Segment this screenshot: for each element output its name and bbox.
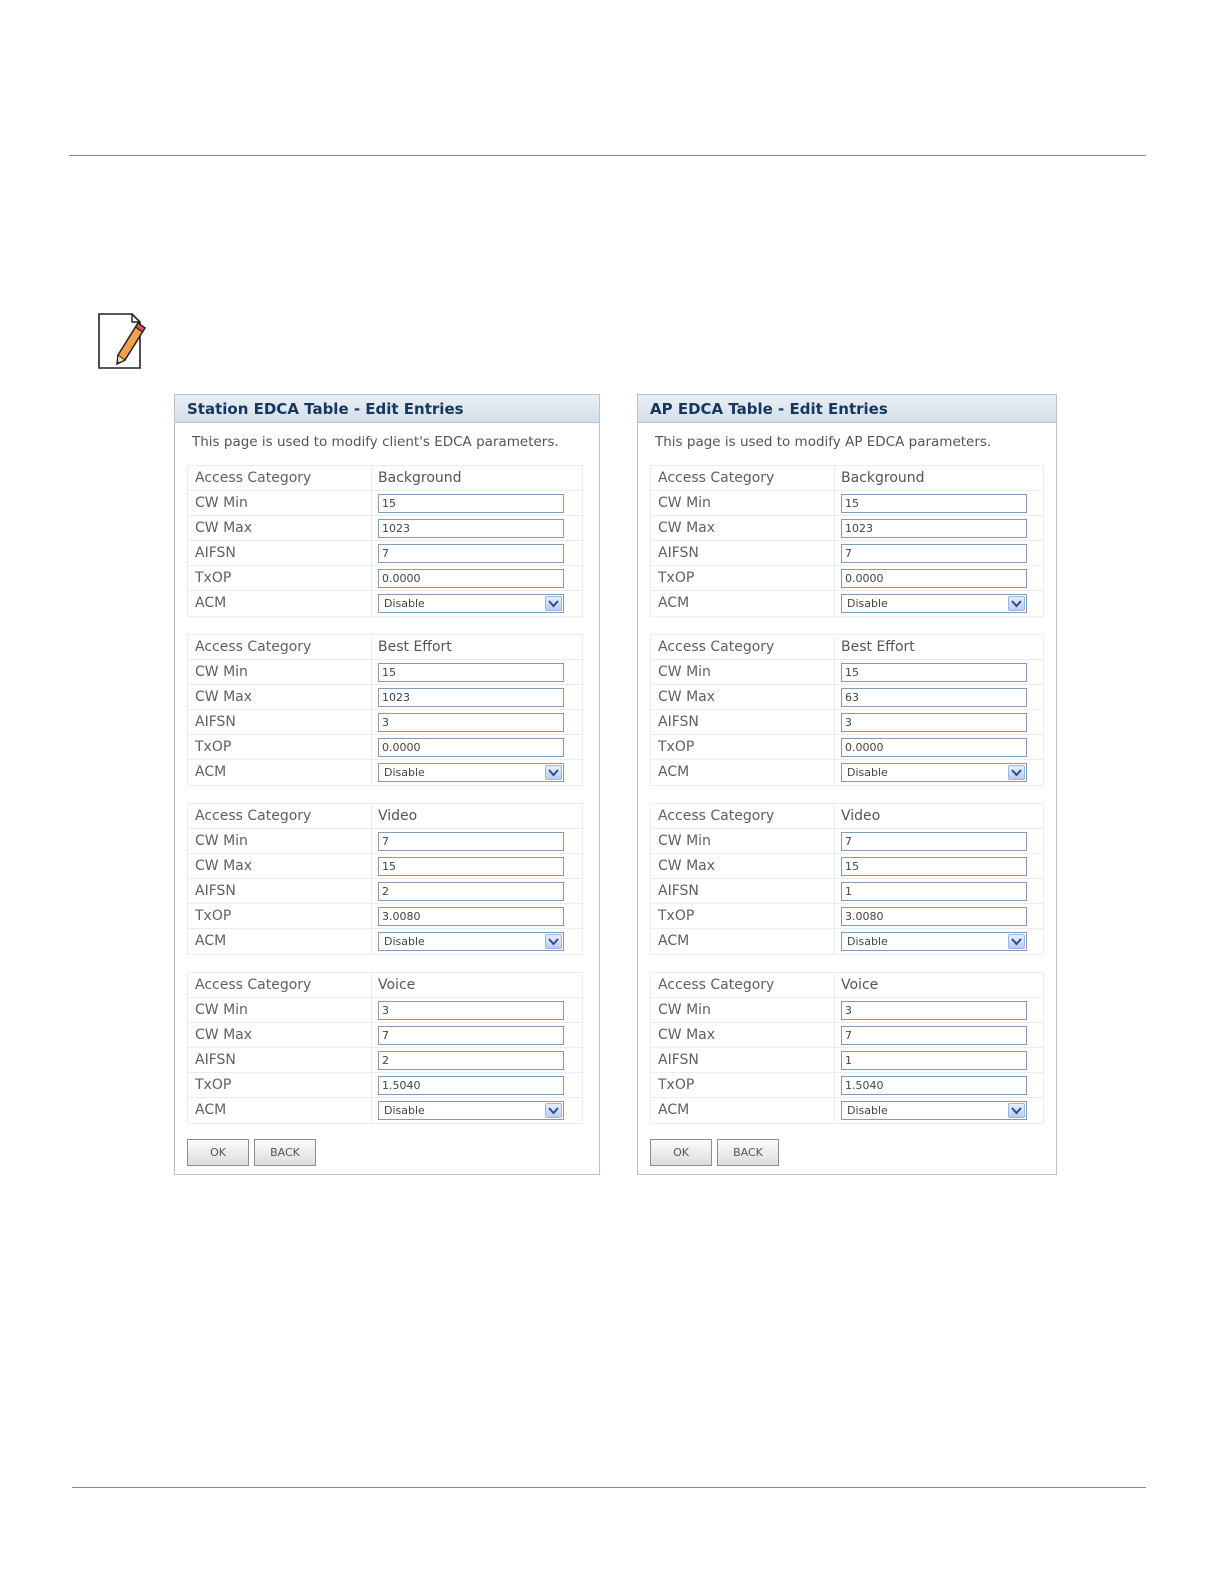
aifsn-label: AIFSN [188, 541, 372, 565]
access-category-label: Access Category [651, 804, 835, 828]
acm-selected-value: Disable [847, 766, 888, 779]
cw-min-label: CW Min [188, 491, 372, 515]
access-category-row [651, 635, 1043, 660]
aifsn-input[interactable]: 7 [841, 544, 1027, 563]
aifsn-label: AIFSN [651, 1048, 835, 1072]
access-category-label: Access Category [188, 635, 372, 659]
access-category-label: Access Category [188, 973, 372, 997]
acm-label: ACM [188, 760, 372, 785]
acm-row [651, 929, 1043, 954]
cw-max-row [651, 516, 1043, 541]
aifsn-row [188, 879, 582, 904]
acm-selected-value: Disable [384, 597, 425, 610]
cw-max-label: CW Max [651, 685, 835, 709]
aifsn-label: AIFSN [651, 879, 835, 903]
access-category-value: Background [378, 470, 462, 486]
access-category-row [188, 466, 582, 491]
ok-button[interactable]: OK [187, 1139, 249, 1166]
cw-max-row [651, 685, 1043, 710]
chevron-down-icon[interactable] [1008, 596, 1025, 611]
cw-max-input[interactable]: 15 [378, 857, 564, 876]
cw-min-label: CW Min [188, 829, 372, 853]
acm-selected-value: Disable [847, 935, 888, 948]
cw-min-input[interactable]: 15 [841, 494, 1027, 513]
aifsn-input[interactable]: 3 [841, 713, 1027, 732]
button-bar [650, 1139, 1056, 1166]
cw-min-input[interactable]: 15 [378, 663, 564, 682]
txop-input[interactable]: 1.5040 [841, 1076, 1027, 1095]
cw-min-label: CW Min [651, 998, 835, 1022]
back-button[interactable]: BACK [717, 1139, 779, 1166]
cw-max-input[interactable]: 15 [841, 857, 1027, 876]
cw-max-label: CW Max [651, 516, 835, 540]
access-category-value: Best Effort [378, 639, 452, 655]
cw-max-input[interactable]: 1023 [378, 519, 564, 538]
cw-min-input[interactable]: 15 [378, 494, 564, 513]
cw-min-input[interactable]: 7 [841, 832, 1027, 851]
aifsn-label: AIFSN [188, 879, 372, 903]
aifsn-input[interactable]: 1 [841, 882, 1027, 901]
access-category-value: Best Effort [841, 639, 915, 655]
txop-label: TxOP [651, 1073, 835, 1097]
note-pencil-icon [96, 311, 152, 371]
acm-selected-value: Disable [384, 935, 425, 948]
aifsn-row [651, 541, 1043, 566]
edca-section-voice [187, 972, 583, 1124]
panel-title: AP EDCA Table - Edit Entries [638, 395, 1056, 423]
txop-label: TxOP [188, 904, 372, 928]
chevron-down-icon[interactable] [1008, 1103, 1025, 1118]
aifsn-row [651, 710, 1043, 735]
aifsn-label: AIFSN [651, 710, 835, 734]
cw-min-row [651, 829, 1043, 854]
acm-row [188, 591, 582, 616]
access-category-value: Voice [378, 977, 416, 993]
txop-row [188, 904, 582, 929]
cw-min-input[interactable]: 3 [841, 1001, 1027, 1020]
txop-row [651, 1073, 1043, 1098]
txop-label: TxOP [188, 735, 372, 759]
access-category-row [188, 635, 582, 660]
aifsn-row [188, 1048, 582, 1073]
txop-input[interactable]: 0.0000 [378, 569, 564, 588]
acm-selected-value: Disable [384, 1104, 425, 1117]
chevron-down-icon[interactable] [1008, 765, 1025, 780]
bottom-divider [72, 1487, 1146, 1488]
txop-label: TxOP [188, 566, 372, 590]
access-category-label: Access Category [188, 466, 372, 490]
aifsn-input[interactable]: 2 [378, 882, 564, 901]
acm-row [651, 591, 1043, 616]
cw-max-input[interactable]: 7 [841, 1026, 1027, 1045]
access-category-label: Access Category [651, 635, 835, 659]
edca-section-voice [650, 972, 1044, 1124]
txop-input[interactable]: 0.0000 [841, 738, 1027, 757]
acm-select[interactable] [841, 763, 1027, 782]
acm-selected-value: Disable [847, 1104, 888, 1117]
acm-selected-value: Disable [847, 597, 888, 610]
cw-max-input[interactable]: 63 [841, 688, 1027, 707]
acm-label: ACM [651, 760, 835, 785]
acm-select[interactable] [378, 932, 564, 951]
acm-row [651, 1098, 1043, 1123]
edca-section-video [650, 803, 1044, 955]
acm-label: ACM [188, 1098, 372, 1123]
acm-select[interactable] [841, 1101, 1027, 1120]
edca-section-best-effort [650, 634, 1044, 786]
txop-row [188, 566, 582, 591]
acm-select[interactable] [841, 594, 1027, 613]
access-category-row [651, 466, 1043, 491]
access-category-label: Access Category [188, 804, 372, 828]
cw-min-label: CW Min [651, 829, 835, 853]
ok-button[interactable]: OK [650, 1139, 712, 1166]
cw-min-row [188, 829, 582, 854]
cw-max-input[interactable]: 1023 [841, 519, 1027, 538]
panel-description: This page is used to modify AP EDCA parameters. [655, 434, 992, 450]
cw-max-row [651, 1023, 1043, 1048]
access-category-value: Video [841, 808, 881, 824]
acm-row [188, 1098, 582, 1123]
edca-section-video [187, 803, 583, 955]
chevron-down-icon[interactable] [545, 765, 562, 780]
txop-input[interactable]: 3.0080 [841, 907, 1027, 926]
acm-select[interactable] [378, 763, 564, 782]
cw-max-label: CW Max [651, 1023, 835, 1047]
ap-edca-panel [637, 394, 1057, 1175]
aifsn-label: AIFSN [188, 710, 372, 734]
cw-max-row [651, 854, 1043, 879]
aifsn-input[interactable]: 3 [378, 713, 564, 732]
edca-section-background [187, 465, 583, 617]
cw-max-label: CW Max [188, 1023, 372, 1047]
cw-min-row [188, 491, 582, 516]
cw-max-label: CW Max [651, 854, 835, 878]
txop-row [188, 735, 582, 760]
acm-select[interactable] [378, 1101, 564, 1120]
access-category-value: Voice [841, 977, 879, 993]
cw-max-row [188, 854, 582, 879]
edca-section-background [650, 465, 1044, 617]
access-category-label: Access Category [651, 466, 835, 490]
acm-select[interactable] [841, 932, 1027, 951]
txop-input[interactable]: 0.0000 [841, 569, 1027, 588]
cw-max-label: CW Max [188, 685, 372, 709]
aifsn-input[interactable]: 1 [841, 1051, 1027, 1070]
chevron-down-icon[interactable] [545, 1103, 562, 1118]
txop-row [651, 566, 1043, 591]
aifsn-input[interactable]: 7 [378, 544, 564, 563]
txop-row [188, 1073, 582, 1098]
txop-label: TxOP [651, 735, 835, 759]
aifsn-label: AIFSN [651, 541, 835, 565]
cw-min-row [188, 998, 582, 1023]
aifsn-row [188, 710, 582, 735]
txop-label: TxOP [651, 904, 835, 928]
cw-min-input[interactable]: 7 [378, 832, 564, 851]
access-category-row [651, 804, 1043, 829]
cw-max-label: CW Max [188, 854, 372, 878]
cw-min-row [188, 660, 582, 685]
acm-label: ACM [651, 591, 835, 616]
access-category-value: Video [378, 808, 418, 824]
acm-row [188, 760, 582, 785]
acm-label: ACM [188, 591, 372, 616]
access-category-row [651, 973, 1043, 998]
txop-input[interactable]: 3.0080 [378, 907, 564, 926]
cw-min-input[interactable]: 3 [378, 1001, 564, 1020]
cw-max-label: CW Max [188, 516, 372, 540]
cw-max-input[interactable]: 7 [378, 1026, 564, 1045]
txop-row [651, 904, 1043, 929]
cw-min-input[interactable]: 15 [841, 663, 1027, 682]
acm-select[interactable] [378, 594, 564, 613]
edca-section-best-effort [187, 634, 583, 786]
txop-input[interactable]: 1.5040 [378, 1076, 564, 1095]
aifsn-row [188, 541, 582, 566]
chevron-down-icon[interactable] [545, 596, 562, 611]
cw-min-label: CW Min [651, 660, 835, 684]
button-bar [187, 1139, 599, 1166]
cw-max-row [188, 1023, 582, 1048]
txop-row [651, 735, 1043, 760]
cw-min-label: CW Min [651, 491, 835, 515]
txop-label: TxOP [651, 566, 835, 590]
chevron-down-icon[interactable] [1008, 934, 1025, 949]
cw-min-label: CW Min [188, 998, 372, 1022]
acm-row [651, 760, 1043, 785]
access-category-value: Background [841, 470, 925, 486]
cw-min-label: CW Min [188, 660, 372, 684]
acm-row [188, 929, 582, 954]
txop-input[interactable]: 0.0000 [378, 738, 564, 757]
aifsn-row [651, 879, 1043, 904]
acm-label: ACM [651, 1098, 835, 1123]
cw-max-row [188, 516, 582, 541]
txop-label: TxOP [188, 1073, 372, 1097]
top-divider [69, 155, 1146, 156]
cw-min-row [651, 491, 1043, 516]
back-button[interactable]: BACK [254, 1139, 316, 1166]
cw-max-input[interactable]: 1023 [378, 688, 564, 707]
station-edca-panel [174, 394, 600, 1175]
acm-label: ACM [651, 929, 835, 954]
cw-min-row [651, 660, 1043, 685]
panel-title: Station EDCA Table - Edit Entries [175, 395, 599, 423]
aifsn-input[interactable]: 2 [378, 1051, 564, 1070]
cw-min-row [651, 998, 1043, 1023]
acm-label: ACM [188, 929, 372, 954]
cw-max-row [188, 685, 582, 710]
panel-description: This page is used to modify client's EDCA parameters. [192, 434, 559, 450]
access-category-row [188, 973, 582, 998]
acm-selected-value: Disable [384, 766, 425, 779]
aifsn-row [651, 1048, 1043, 1073]
access-category-label: Access Category [651, 973, 835, 997]
access-category-row [188, 804, 582, 829]
aifsn-label: AIFSN [188, 1048, 372, 1072]
chevron-down-icon[interactable] [545, 934, 562, 949]
